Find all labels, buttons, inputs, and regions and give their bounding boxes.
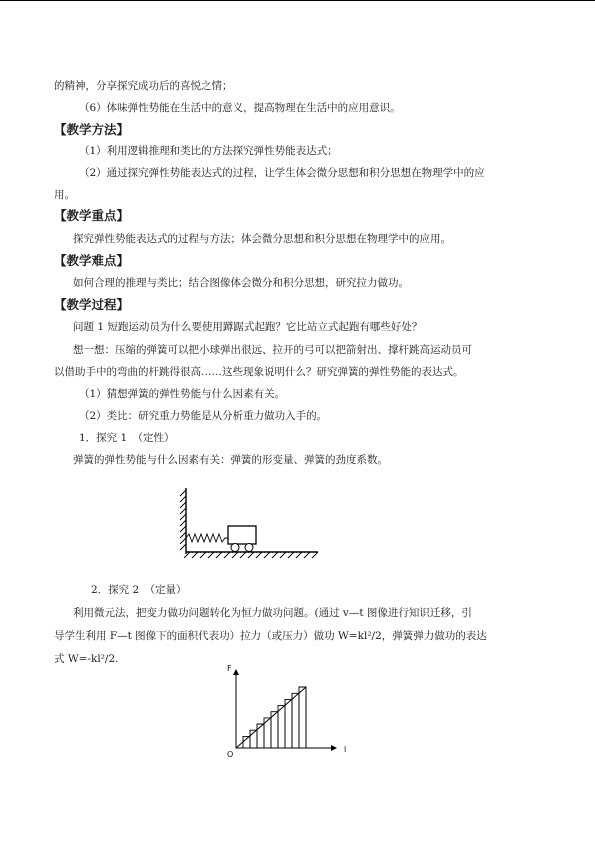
cart-body [228, 526, 256, 544]
section-heading-difficulty: 【教学难点】 [54, 253, 130, 268]
area-strips [243, 687, 306, 748]
text-line: 探究弹性势能表达式的过程与方法；体会微分思想和积分思想在物理学中的应用。 [73, 233, 451, 245]
text-line: 式 W=-kl²/2. [54, 653, 119, 665]
section-heading-key-points: 【教学重点】 [54, 208, 130, 223]
text-line: 想一想：压缩的弹簧可以把小球弹出很远、拉开的弓可以把箭射出、撑杆跳高运动员可 [73, 344, 472, 356]
y-axis-label: F [227, 664, 232, 673]
text-line: 导学生利用 F—t 图像下的面积代表功）拉力（或压力）做功 W=kl²/2，弹簧弹力做功的表达 [54, 630, 487, 642]
section-heading-method: 【教学方法】 [54, 122, 130, 137]
force-extension-graph [222, 662, 362, 762]
text-line: （1）利用逻辑推理和类比的方法探究弹性势能表达式； [79, 145, 338, 157]
text-line: （1）猜想弹簧的弹性势能与什么因素有关。 [79, 388, 286, 400]
x-axis-label: l [344, 745, 347, 754]
origin-label: O [227, 750, 234, 759]
cart-wheel-right [245, 544, 253, 552]
spring-coil [186, 534, 228, 542]
section-heading-process: 【教学过程】 [54, 297, 130, 312]
text-line: 的精神，分享探究成功后的喜悦之情； [54, 80, 233, 92]
text-line: （2）通过探究弹性势能表达式的过程，让学生体会微分思想和积分思想在物理学中的应 [79, 167, 485, 179]
page-top-rule [0, 0, 595, 1]
text-line: 以借助手中的弯曲的杆跳得很高……这些现象说明什么？研究弹簧的弹性势能的表达式。 [54, 366, 464, 378]
text-line: （6）体味弹性势能在生活中的意义，提高物理在生活中的应用意识。 [79, 102, 401, 114]
text-line: 弹簧的弹性势能与什么因素有关：弹簧的形变量、弹簧的劲度系数。 [73, 454, 388, 466]
cart-wheel-left [231, 544, 239, 552]
text-line: 1．探究 1 （定性） [79, 432, 175, 444]
floor-hatching [184, 552, 318, 558]
text-line: 如何合理的推理与类比；结合图像体会微分和积分思想，研究拉力做功。 [73, 277, 409, 289]
text-line: 用。 [54, 189, 75, 201]
spring-cart-diagram [178, 484, 328, 564]
text-line: （2）类比：研究重力势能是从分析重力做功入手的。 [79, 410, 328, 422]
text-line: 利用微元法，把变力做功问题转化为恒力做功问题。(通过 v—t 图像进行知识迁移，引 [73, 607, 472, 619]
text-line: 问题 1 短跑运动员为什么要使用蹲踞式起跑？它比站立式起跑有哪些好处？ [73, 321, 423, 333]
wall-hatching [180, 490, 186, 550]
text-line: 2．探究 2 （定量） [91, 584, 187, 596]
